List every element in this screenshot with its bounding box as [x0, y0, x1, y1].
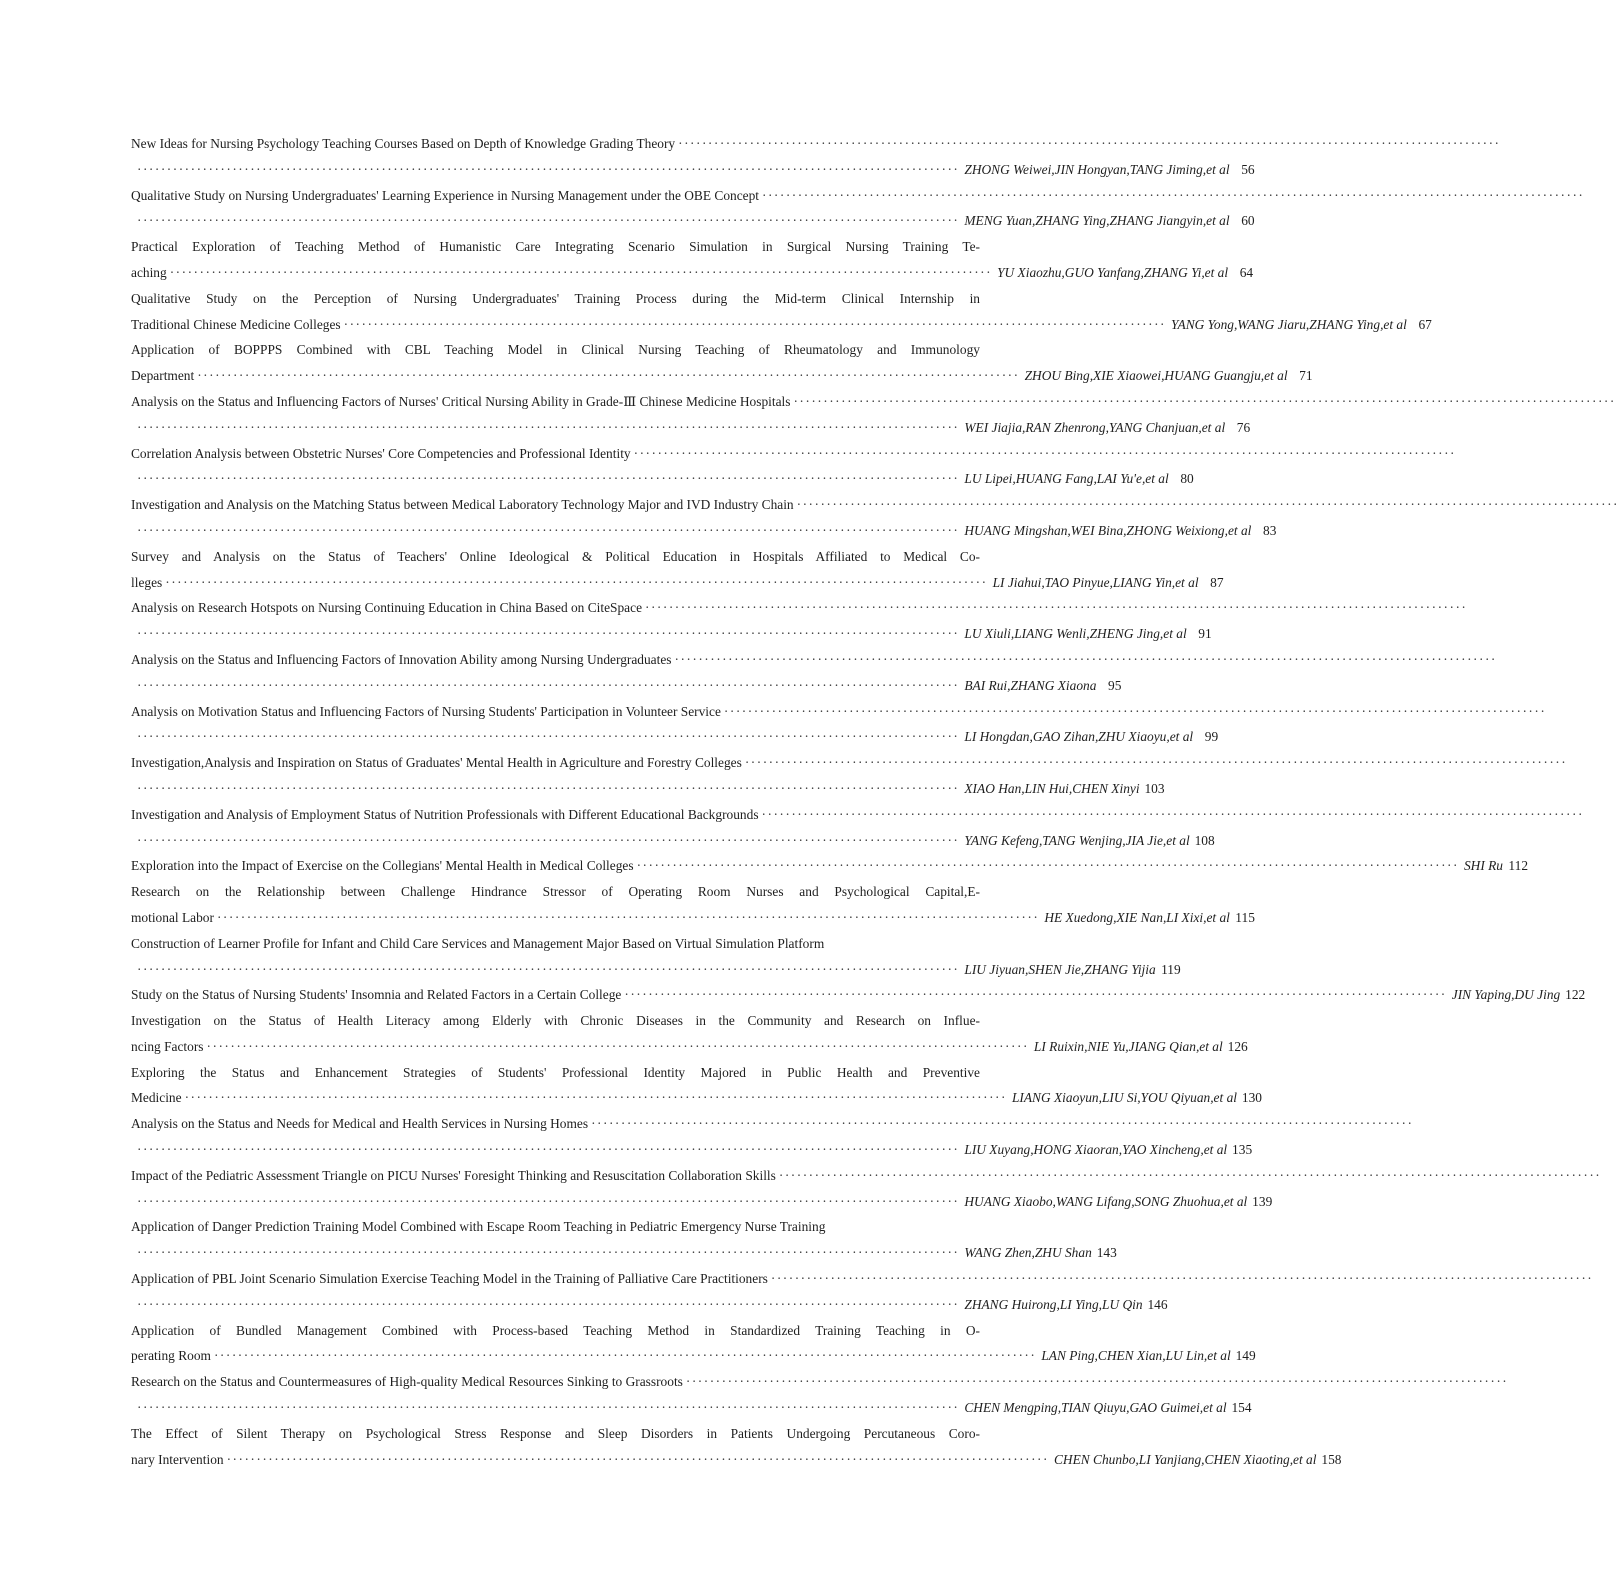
leader-dots: ··········································································································································	[165, 574, 988, 590]
leader-dots: ··········································································································································	[137, 780, 960, 796]
toc-entry-line	[131, 905, 1255, 931]
toc-entry-title[interactable]: Impact of the Pediatric Assessment Triangle on PICU Nurses' Foresight Thinking and Resuscitation Collaboration Skills	[131, 1167, 776, 1183]
leader-dots: ··········································································································································	[793, 393, 1616, 409]
leader-dots: ··········································································································································	[216, 909, 1040, 925]
toc-entry-title-cont[interactable]: Traditional Chinese Medicine Colleges	[131, 316, 341, 332]
toc-entry-title-cont[interactable]: perating Room	[131, 1348, 211, 1364]
toc-entry-title-cont[interactable]: Department	[131, 368, 195, 384]
toc-entry-line	[131, 286, 980, 312]
toc-entry-authors: ZHOU Bing,XIE Xiaowei,HUANG Guangju,et al	[1024, 368, 1288, 384]
toc-entry[interactable]	[131, 183, 1585, 235]
toc-entry[interactable]	[131, 879, 1255, 931]
toc-entry[interactable]	[131, 1318, 1256, 1370]
toc-entry-title[interactable]: Application of PBL Joint Scenario Simulation Exercise Teaching Model in the Training of Palliative Care Practitioners	[131, 1271, 768, 1287]
toc-entry-title[interactable]: Exploration into the Impact of Exercise on the Collegians' Mental Health in Medical Colleges	[131, 858, 634, 874]
toc-entry-line	[131, 1318, 980, 1344]
toc-entry-line	[131, 724, 1219, 750]
toc-entry-title[interactable]: Research on the Relationship between Challenge Hindrance Stressor of Operating Room Nurses and Psychological Capital,E-	[131, 884, 980, 900]
toc-entry[interactable]	[131, 544, 1224, 596]
toc-entry[interactable]	[131, 1214, 1117, 1266]
toc-entry-title-cont[interactable]: ncing Factors	[131, 1038, 204, 1054]
toc-entry[interactable]	[131, 1163, 1602, 1215]
toc-entry-line	[131, 208, 1255, 234]
leader-dots: ··········································································································································	[685, 1374, 1509, 1390]
toc-entry[interactable]	[131, 492, 1619, 544]
toc-entry-authors: BAI Rui,ZHANG Xiaona	[964, 677, 1097, 693]
leader-dots: ··········································································································································	[137, 832, 960, 848]
toc-entry[interactable]	[131, 647, 1497, 699]
toc-entry-authors: LIANG Xiaoyun,LIU Si,YOU Qiyuan,et al	[1011, 1090, 1237, 1106]
toc-entry-authors: HUANG Mingshan,WEI Bina,ZHONG Weixiong,et al	[964, 522, 1252, 538]
toc-entry-line	[131, 466, 1194, 492]
leader-dots: ··········································································································································	[137, 729, 960, 745]
leader-dots: ··········································································································································	[137, 213, 960, 229]
toc-entry[interactable]	[131, 131, 1501, 183]
toc-entry-page: 115	[1235, 909, 1255, 925]
toc-entry-line	[131, 1111, 1414, 1137]
toc-entry-line	[131, 1085, 1262, 1111]
toc-entry-line	[131, 982, 1586, 1008]
leader-dots: ··········································································································································	[137, 471, 960, 487]
toc-entry-authors: YU Xiaozhu,GUO Yanfang,ZHANG Yi,et al	[997, 264, 1229, 280]
toc-entry-line	[131, 1008, 980, 1034]
toc-entry-line	[131, 544, 980, 570]
toc-entry-title-cont[interactable]: motional Labor	[131, 909, 214, 925]
toc-entry-line	[131, 853, 1529, 879]
toc-entry-line	[131, 776, 1165, 802]
toc-entry-page: 67	[1418, 316, 1432, 332]
toc-entry-page: 91	[1198, 626, 1212, 642]
toc-entry-page: 112	[1508, 858, 1529, 874]
leader-dots: ··········································································································································	[137, 1142, 960, 1158]
toc-entry-page: 130	[1241, 1090, 1262, 1106]
toc-entry-page: 135	[1232, 1142, 1253, 1158]
toc-entry-page: 76	[1236, 419, 1251, 435]
toc-entry-line	[131, 518, 1277, 544]
toc-entry[interactable]	[131, 286, 1432, 338]
toc-entry-title[interactable]: Survey and Analysis on the Status of Teachers' Online Ideological & Political Education in Hospitals Affiliated to Medical Co-	[131, 548, 980, 564]
leader-dots: ··········································································································································	[674, 651, 1497, 667]
leader-dots: ··········································································································································	[591, 1116, 1414, 1132]
toc-entry-page: 103	[1144, 780, 1165, 796]
toc-entry-title[interactable]: The Effect of Silent Therapy on Psychological Stress Response and Sleep Disorders in Patients Undergoing Percutaneous Coro-	[131, 1425, 980, 1441]
toc-entry-line	[131, 389, 1616, 415]
leader-dots: ··········································································································································	[137, 1400, 960, 1416]
toc-entry-title[interactable]: Qualitative Study on the Perception of Nursing Undergraduates' Training Process during the Mid-term Clinical Internship in	[131, 290, 980, 306]
toc-entry-authors: SHI Ru	[1463, 858, 1504, 874]
toc-entry-authors: JIN Yaping,DU Jing	[1451, 987, 1561, 1003]
toc-entry[interactable]	[131, 1369, 1509, 1421]
leader-dots: ··········································································································································	[678, 136, 1501, 151]
toc-entry-title[interactable]: Investigation and Analysis on the Matching Status between Medical Laboratory Technology Major and IVD Industry Chain	[131, 497, 794, 513]
toc-entry-line	[131, 647, 1497, 673]
leader-dots: ··········································································································································	[770, 1271, 1594, 1287]
toc-entry-title[interactable]: Analysis on the Status and Influencing Factors of Nurses' Critical Nursing Ability in Grade-Ⅲ Chinese Medicine Hospitals	[131, 393, 791, 409]
table-of-contents	[131, 131, 1619, 1472]
toc-entry-page: 154	[1231, 1400, 1252, 1416]
toc-entry-authors: LI Hongdan,GAO Zihan,ZHU Xiaoyu,et al	[964, 729, 1194, 745]
toc-entry-authors: HUANG Xiaobo,WANG Lifang,SONG Zhuohua,et al	[964, 1193, 1248, 1209]
leader-dots: ··········································································································································	[636, 858, 1459, 874]
toc-entry-line	[131, 828, 1215, 854]
toc-entry-line	[131, 363, 1313, 389]
leader-dots: ··········································································································································	[744, 755, 1568, 771]
toc-entry-line	[131, 1240, 1117, 1266]
leader-dots: ··········································································································································	[206, 1038, 1029, 1054]
leader-dots: ··········································································································································	[624, 987, 1447, 1003]
leader-dots: ··········································································································································	[137, 626, 960, 642]
toc-entry[interactable]	[131, 1421, 1342, 1473]
toc-entry[interactable]	[131, 1111, 1414, 1163]
toc-entry-line	[131, 131, 1501, 157]
toc-entry-page: 149	[1235, 1348, 1256, 1364]
leader-dots: ··········································································································································	[137, 677, 960, 693]
leader-dots: ··········································································································································	[137, 1193, 960, 1209]
leader-dots: ··········································································································································	[633, 445, 1456, 461]
toc-entry-line	[131, 415, 1251, 441]
toc-entry-page: 87	[1210, 574, 1224, 590]
toc-entry-title[interactable]: Analysis on the Status and Influencing Factors of Innovation Ability among Nursing Undergraduates	[131, 651, 672, 667]
toc-entry-authors: XIAO Han,LIN Hui,CHEN Xinyi	[964, 780, 1140, 796]
toc-entry-page: 99	[1204, 729, 1219, 745]
toc-entry[interactable]	[131, 802, 1584, 854]
toc-entry[interactable]	[131, 1060, 1262, 1112]
toc-entry-line	[131, 1214, 980, 1240]
toc-entry[interactable]	[131, 699, 1547, 751]
leader-dots: ··········································································································································	[137, 1245, 960, 1261]
leader-dots: ··········································································································································	[137, 419, 960, 435]
toc-entry-title[interactable]: Analysis on Research Hotspots on Nursing Continuing Education in China Based on CiteSpace	[131, 600, 643, 616]
leader-dots: ··········································································································································	[213, 1348, 1037, 1364]
toc-entry-page: 158	[1321, 1451, 1342, 1467]
leader-dots: ··········································································································································	[169, 264, 993, 280]
toc-entry-authors: LI Ruixin,NIE Yu,JIANG Qian,et al	[1033, 1038, 1223, 1054]
toc-entry-authors: LI Jiahui,TAO Pinyue,LIANG Yin,et al	[992, 574, 1199, 590]
toc-entry[interactable]	[131, 389, 1616, 441]
toc-entry-page: 95	[1108, 677, 1122, 693]
toc-entry-line	[131, 492, 1619, 518]
toc-entry-line	[131, 1292, 1168, 1318]
toc-entry-page: 122	[1565, 987, 1586, 1003]
toc-entry-title[interactable]: New Ideas for Nursing Psychology Teaching Courses Based on Depth of Knowledge Grading Theory	[131, 136, 676, 151]
toc-entry-line	[131, 1189, 1273, 1215]
toc-entry-page: 139	[1252, 1193, 1273, 1209]
toc-entry[interactable]	[131, 1266, 1594, 1318]
toc-entry-authors: HE Xuedong,XIE Nan,LI Xixi,et al	[1044, 909, 1230, 925]
toc-entry-line	[131, 673, 1122, 699]
toc-entry-line	[131, 1060, 980, 1086]
toc-entry-page: 119	[1161, 961, 1181, 977]
toc-entry-line	[131, 1163, 1602, 1189]
toc-entry[interactable]	[131, 441, 1456, 493]
leader-dots: ··········································································································································	[226, 1451, 1049, 1467]
toc-entry-page: 83	[1263, 522, 1277, 538]
toc-entry-title[interactable]: Investigation on the Status of Health Literacy among Elderly with Chronic Diseases in the Community and Research on Influe-	[131, 1013, 980, 1029]
toc-entry-authors: LU Lipei,HUANG Fang,LAI Yu'e,et al	[964, 471, 1169, 487]
toc-entry-authors: CHEN Chunbo,LI Yanjiang,CHEN Xiaoting,et al	[1053, 1451, 1317, 1467]
toc-entry-title[interactable]: Application of BOPPPS Combined with CBL Teaching Model in Clinical Nursing Teaching of Rheumatology and Immunology	[131, 342, 980, 358]
toc-entry-line	[131, 157, 1255, 183]
toc-entry-line	[131, 699, 1547, 725]
toc-entry-line	[131, 802, 1584, 828]
toc-entry-line	[131, 1421, 980, 1447]
toc-entry-page: 60	[1241, 213, 1255, 229]
toc-entry-title[interactable]: Analysis on the Status and Needs for Medical and Health Services in Nursing Homes	[131, 1116, 589, 1132]
toc-entry-line	[131, 957, 1181, 983]
leader-dots: ··········································································································································	[184, 1090, 1007, 1106]
toc-entry-authors: CHEN Mengping,TIAN Qiuyu,GAO Guimei,et al	[964, 1400, 1227, 1416]
toc-entry-title-cont[interactable]: Medicine	[131, 1090, 182, 1106]
toc-entry-line	[131, 183, 1585, 209]
toc-entry-title[interactable]: Practical Exploration of Teaching Method of Humanistic Care Integrating Scenario Simulation in Surgical Nursing Training Te-	[131, 239, 980, 255]
toc-entry-title[interactable]: Application of Bundled Management Combined with Process-based Teaching Method in Standardized Training Teaching in O-	[131, 1322, 980, 1338]
toc-entry-line	[131, 337, 980, 363]
toc-entry[interactable]	[131, 1008, 1248, 1060]
toc-entry-authors: YANG Yong,WANG Jiaru,ZHANG Ying,et al	[1171, 316, 1407, 332]
toc-entry-line	[131, 234, 980, 260]
toc-entry-line	[131, 1343, 1256, 1369]
toc-entry-title-cont[interactable]: nary Intervention	[131, 1451, 224, 1467]
toc-entry-line	[131, 312, 1432, 338]
toc-entry-page: 80	[1180, 471, 1194, 487]
toc-entry-page: 64	[1239, 264, 1254, 280]
toc-entry[interactable]	[131, 853, 1529, 879]
toc-entry-authors: ZHONG Weiwei,JIN Hongyan,TANG Jiming,et al	[964, 161, 1230, 177]
toc-entry-authors: WEI Jiajia,RAN Zhenrong,YANG Chanjuan,et al	[964, 419, 1226, 435]
leader-dots: ··········································································································································	[778, 1167, 1602, 1183]
toc-entry-title-cont[interactable]: lleges	[131, 574, 163, 590]
toc-entry-line	[131, 931, 980, 957]
toc-entry-title[interactable]: Research on the Status and Countermeasures of High-quality Medical Resources Sinking to Grassroots	[131, 1374, 683, 1390]
toc-entry-authors: ZHANG Huirong,LI Ying,LU Qin	[964, 1296, 1143, 1312]
leader-dots: ··········································································································································	[137, 161, 960, 177]
toc-entry-page: 143	[1096, 1245, 1117, 1261]
toc-entry-page: 71	[1299, 368, 1313, 384]
toc-entry-title[interactable]: Correlation Analysis between Obstetric Nurses' Core Competencies and Professional Identity	[131, 445, 631, 461]
toc-entry-line	[131, 1266, 1594, 1292]
toc-entry-page: 146	[1147, 1296, 1168, 1312]
toc-entry[interactable]	[131, 931, 1181, 983]
toc-entry-line	[131, 621, 1212, 647]
toc-entry-authors: WANG Zhen,ZHU Shan	[964, 1245, 1092, 1261]
toc-entry-title[interactable]: Construction of Learner Profile for Infant and Child Care Services and Management Major Based on Virtual Simulation Platform	[131, 935, 825, 951]
toc-entry-title-cont[interactable]: aching	[131, 264, 167, 280]
leader-dots: ··········································································································································	[137, 1296, 960, 1312]
leader-dots: ··········································································································································	[343, 316, 1167, 332]
toc-entry-title[interactable]: Study on the Status of Nursing Students' Insomnia and Related Factors in a Certain College	[131, 987, 622, 1003]
leader-dots: ··········································································································································	[137, 522, 960, 538]
toc-entry-line	[131, 879, 980, 905]
leader-dots: ··········································································································································	[796, 497, 1619, 513]
toc-entry-authors: MENG Yuan,ZHANG Ying,ZHANG Jiangyin,et al	[964, 213, 1230, 229]
toc-entry[interactable]	[131, 234, 1254, 286]
toc-entry-authors: LAN Ping,CHEN Xian,LU Lin,et al	[1041, 1348, 1231, 1364]
toc-entry-title[interactable]: Application of Danger Prediction Training Model Combined with Escape Room Teaching in Pediatric Emergency Nurse Training	[131, 1219, 826, 1235]
toc-entry-page: 108	[1194, 832, 1215, 848]
toc-entry[interactable]	[131, 337, 1313, 389]
leader-dots: ··········································································································································	[137, 961, 960, 977]
toc-entry-authors: LIU Jiyuan,SHEN Jie,ZHANG Yijia	[964, 961, 1156, 977]
toc-entry-line	[131, 260, 1254, 286]
toc-entry-line	[131, 570, 1224, 596]
toc-entry-line	[131, 441, 1456, 467]
toc-entry-authors: YANG Kefeng,TANG Wenjing,JIA Jie,et al	[964, 832, 1190, 848]
leader-dots: ··········································································································································	[761, 806, 1584, 822]
toc-entry-line	[131, 595, 1468, 621]
toc-entry-authors: LU Xiuli,LIANG Wenli,ZHENG Jing,et al	[964, 626, 1187, 642]
leader-dots: ··········································································································································	[645, 600, 1468, 616]
leader-dots: ··········································································································································	[197, 368, 1020, 384]
toc-entry-title[interactable]: Analysis on Motivation Status and Influencing Factors of Nursing Students' Participation in Volunteer Service	[131, 703, 721, 719]
toc-entry[interactable]	[131, 750, 1568, 802]
toc-entry-page: 126	[1227, 1038, 1248, 1054]
toc-entry-authors: LIU Xuyang,HONG Xiaoran,YAO Xincheng,et al	[964, 1142, 1228, 1158]
toc-entry-title[interactable]: Investigation and Analysis of Employment Status of Nutrition Professionals with Different Educational Backgrounds	[131, 806, 759, 822]
toc-entry-line	[131, 1034, 1248, 1060]
leader-dots: ··········································································································································	[723, 703, 1547, 719]
toc-entry-line	[131, 1447, 1342, 1473]
leader-dots: ··········································································································································	[762, 187, 1585, 203]
toc-entry[interactable]	[131, 982, 1586, 1008]
toc-entry-line	[131, 1369, 1509, 1395]
toc-entry-line	[131, 750, 1568, 776]
toc-entry-line	[131, 1137, 1253, 1163]
toc-entry-line	[131, 1395, 1252, 1421]
toc-entry[interactable]	[131, 595, 1468, 647]
toc-entry-title[interactable]: Qualitative Study on Nursing Undergraduates' Learning Experience in Nursing Management under the OBE Concept	[131, 187, 760, 203]
toc-entry-page: 56	[1241, 161, 1255, 177]
toc-entry-title[interactable]: Exploring the Status and Enhancement Strategies of Students' Professional Identity Majored in Public Health and Preventive	[131, 1064, 980, 1080]
toc-entry-title[interactable]: Investigation,Analysis and Inspiration on Status of Graduates' Mental Health in Agriculture and Forestry Colleges	[131, 755, 742, 771]
